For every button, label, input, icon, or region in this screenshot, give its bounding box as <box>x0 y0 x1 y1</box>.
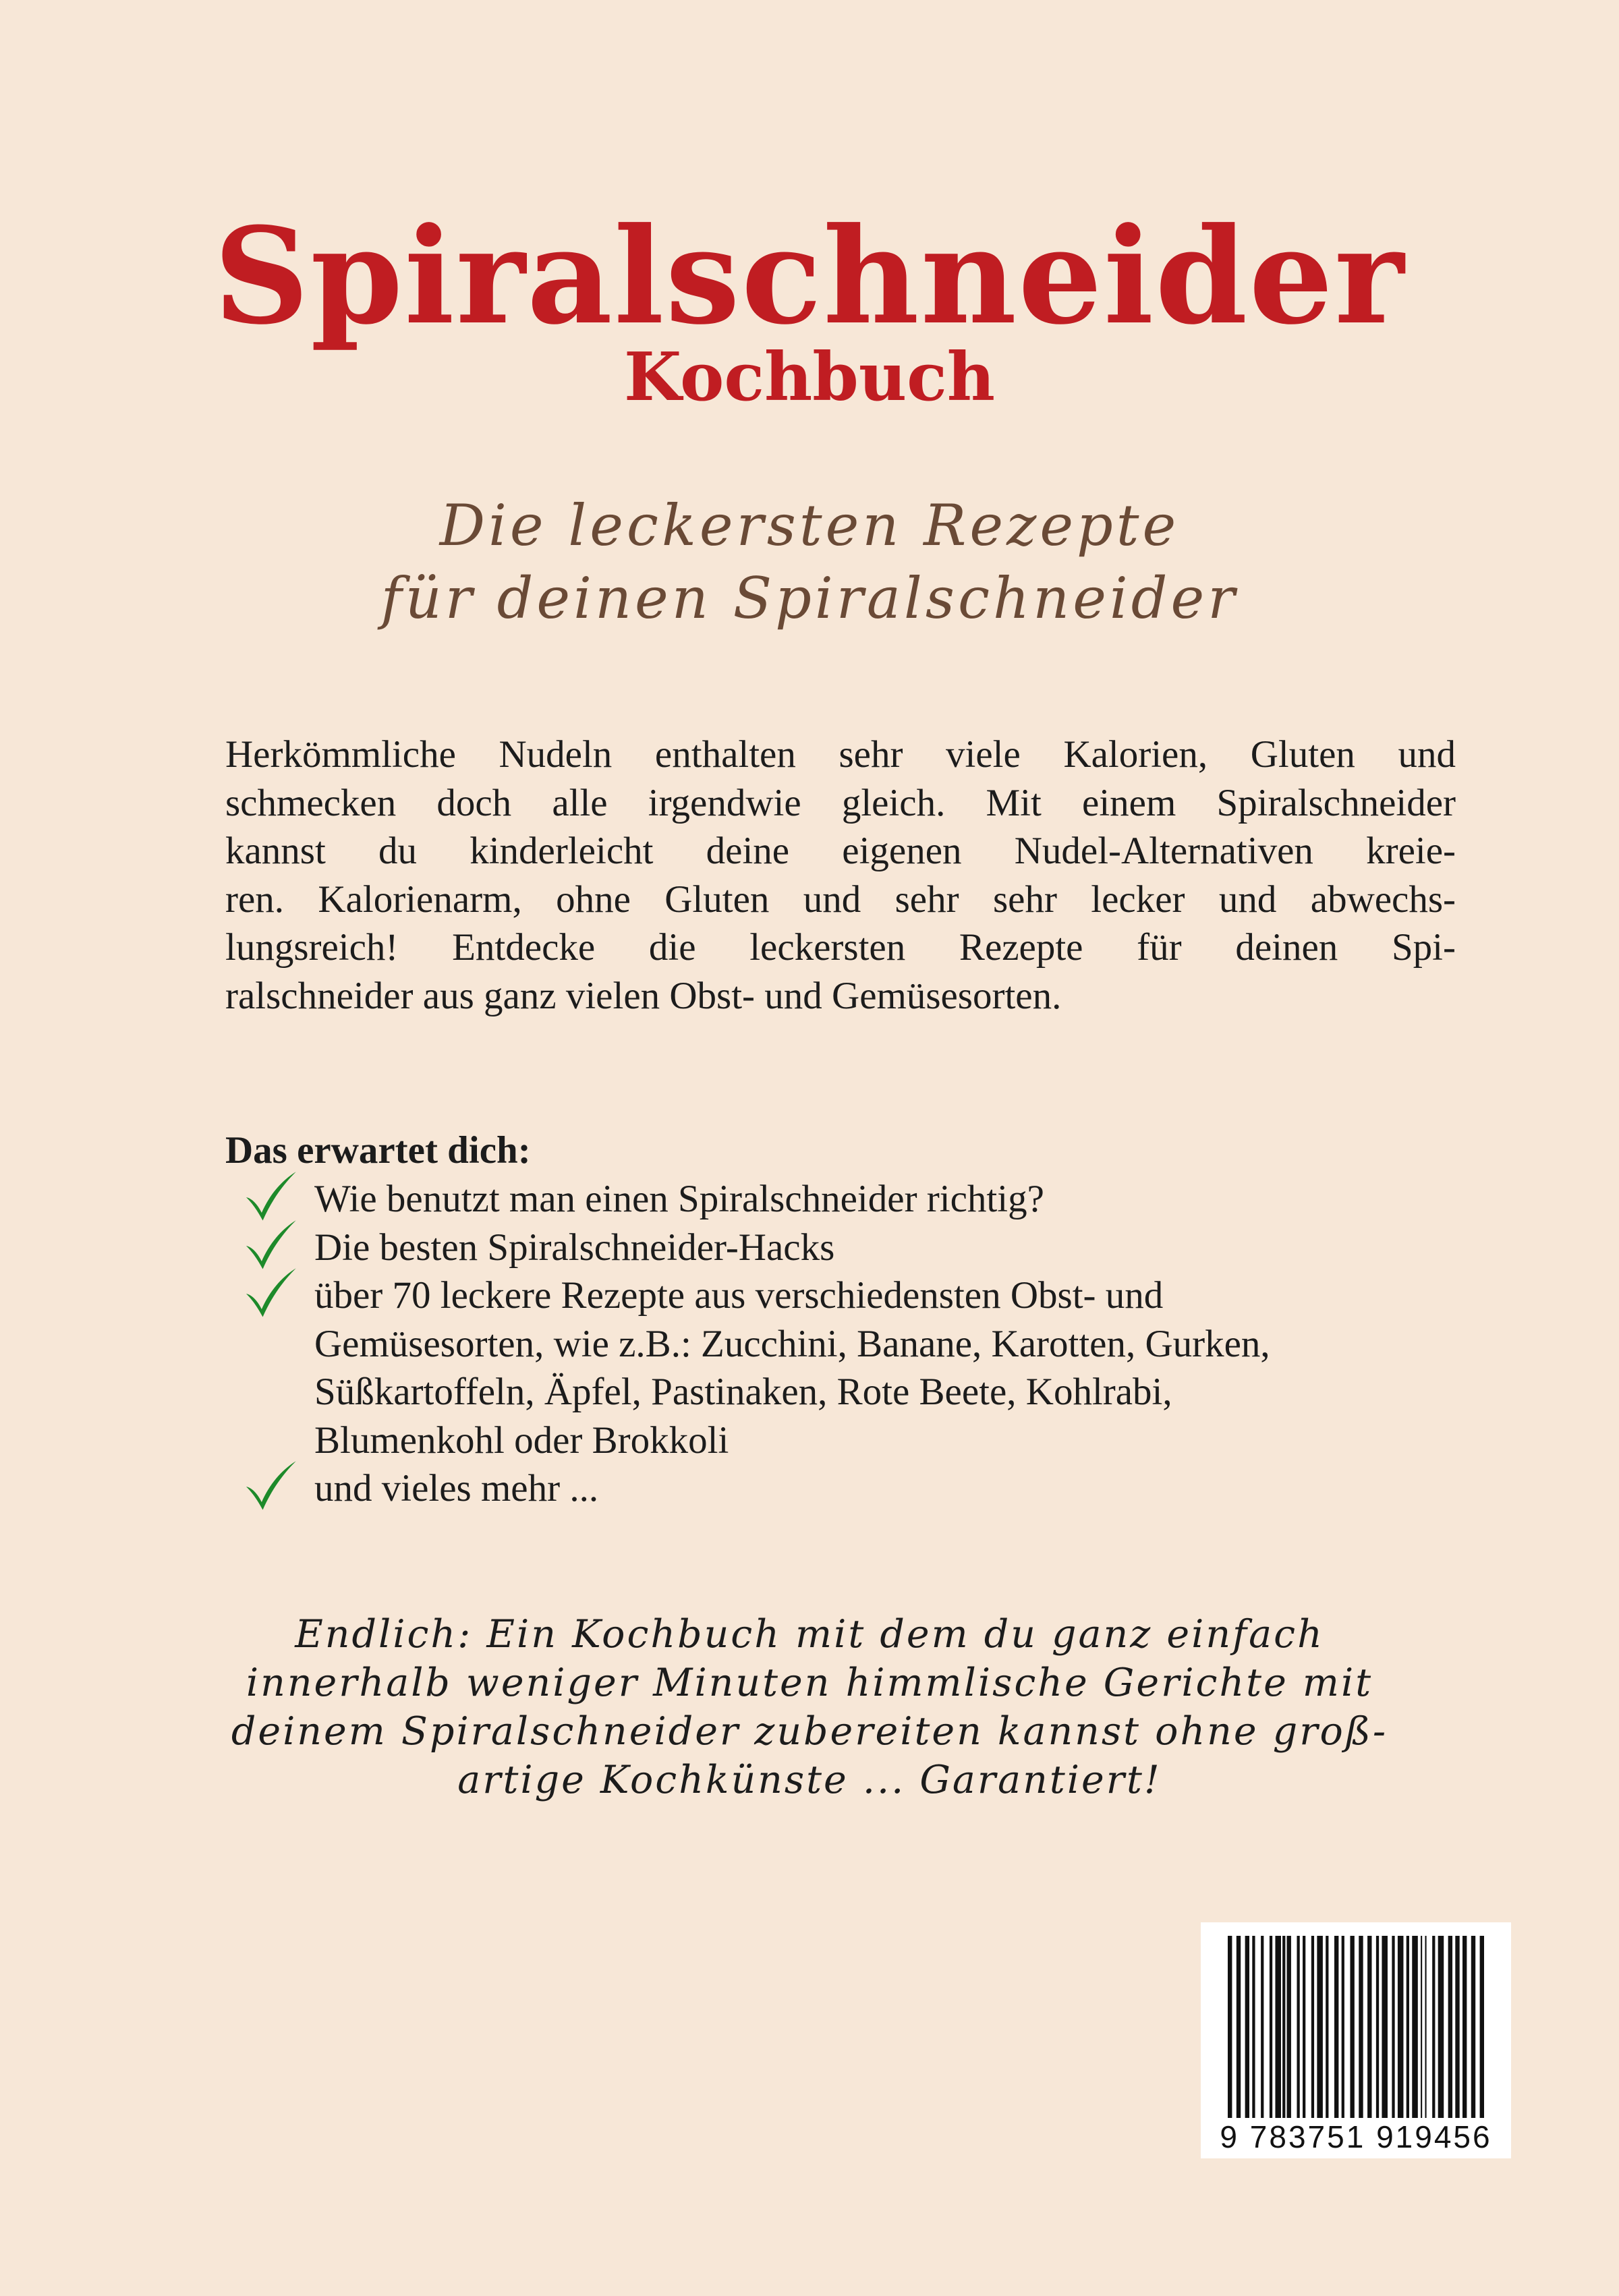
barcode-bar <box>1398 1936 1404 2118</box>
book-title: Spiralschneider <box>213 199 1406 354</box>
barcode-bar <box>1382 1936 1388 2118</box>
features-heading: Das erwartet dich: <box>225 1129 531 1172</box>
closing-line: innerhalb weniger Minuten himmlische Gerichte mit <box>246 1661 1373 1705</box>
barcode-bars <box>1228 1936 1484 2118</box>
barcode-bar <box>1334 1936 1338 2118</box>
barcode-bar <box>1245 1936 1249 2118</box>
barcode-bar <box>1425 1936 1426 2118</box>
barcode-bar <box>1303 1936 1305 2118</box>
barcode-bar <box>1367 1936 1371 2118</box>
closing-line: deinem Spiralschneider zubereiten kannst ohne groß- <box>231 1709 1388 1754</box>
check-icon <box>243 1218 298 1273</box>
list-item-text: über 70 leckere Rezepte aus verschiedensten Obst- und <box>314 1274 1164 1317</box>
barcode-bar <box>1359 1936 1363 2118</box>
barcode-bar <box>1462 1936 1467 2118</box>
barcode-bar <box>1237 1936 1241 2118</box>
barcode-bar <box>1432 1936 1435 2118</box>
tagline-line: Die leckersten Rezepte <box>439 492 1180 558</box>
barcode-bar <box>1392 1936 1394 2118</box>
barcode-bar <box>1438 1936 1444 2118</box>
closing-line: Endlich: Ein Kochbuch mit dem du ganz einfach <box>295 1612 1324 1657</box>
barcode-bar <box>1287 1936 1291 2118</box>
list-item-text: Wie benutzt man einen Spiralschneider richtig? <box>314 1178 1044 1220</box>
list-item <box>225 1271 1507 1464</box>
barcode-bar <box>1282 1936 1285 2118</box>
list-item <box>225 1464 1507 1513</box>
barcode-bar <box>1412 1936 1418 2118</box>
barcode <box>1201 1922 1511 2158</box>
list-item <box>225 1224 1507 1272</box>
tagline <box>0 489 1619 635</box>
barcode-bar <box>1297 1936 1299 2118</box>
barcode-bar <box>1480 1936 1484 2118</box>
intro-line: ralschneider aus ganz vielen Obst- und Gemüsesorten. <box>225 974 1062 1017</box>
intro-line: ren. Kalorienarm, ohne Gluten und sehr sehr lecker und abwechs- <box>225 878 1456 921</box>
barcode-bar <box>1350 1936 1354 2118</box>
tagline-line: für deinen Spiralschneider <box>380 565 1239 631</box>
intro-line: kannst du kinderleicht deine eigenen Nudel-Alternativen kreie- <box>225 830 1456 872</box>
features-list <box>225 1175 1507 1513</box>
list-item-text: und vieles mehr ... <box>314 1467 599 1510</box>
barcode-bar <box>1376 1936 1379 2118</box>
closing-line: artige Kochkünste ... Garantiert! <box>457 1758 1162 1802</box>
list-item-text: Blumenkohl oder Brokkoli <box>314 1418 729 1462</box>
barcode-bar <box>1471 1936 1475 2118</box>
barcode-bar <box>1326 1936 1328 2118</box>
barcode-bar <box>1275 1936 1281 2118</box>
intro-line: schmecken doch alle irgendwie gleich. Mit einem Spiralschneider <box>225 781 1456 824</box>
barcode-bar <box>1270 1936 1272 2118</box>
barcode-bar <box>1455 1936 1459 2118</box>
barcode-bar <box>1261 1936 1263 2118</box>
check-icon <box>243 1459 298 1514</box>
barcode-bar <box>1317 1936 1323 2118</box>
isbn-number: 9 783751 919456 <box>1220 2119 1492 2154</box>
book-subtitle: Kochbuch <box>623 339 995 416</box>
list-item-text: Die besten Spiralschneider-Hacks <box>314 1226 835 1269</box>
barcode-bar <box>1252 1936 1255 2118</box>
list-item-text: Gemüsesorten, wie z.B.: Zucchini, Banane, Karotten, Gurken, <box>314 1322 1270 1365</box>
list-item <box>225 1175 1507 1224</box>
barcode-bar <box>1421 1936 1422 2118</box>
intro-paragraph <box>225 730 1456 1020</box>
barcode-bar <box>1407 1936 1409 2118</box>
intro-line: lungsreich! Entdecke die leckersten Rezepte für deinen Spi- <box>225 926 1456 969</box>
check-icon <box>243 1170 298 1225</box>
closing-statement <box>0 1610 1619 1804</box>
check-icon <box>243 1266 298 1321</box>
barcode-bar <box>1228 1936 1232 2118</box>
barcode-bar <box>1342 1936 1344 2118</box>
list-item-text: Süßkartoffeln, Äpfel, Pastinaken, Rote Beete, Kohlrabi, <box>314 1371 1172 1413</box>
intro-line: Herkömmliche Nudeln enthalten sehr viele Kalorien, Gluten und <box>225 733 1456 776</box>
barcode-bar <box>1311 1936 1314 2118</box>
barcode-bar <box>1448 1936 1452 2118</box>
